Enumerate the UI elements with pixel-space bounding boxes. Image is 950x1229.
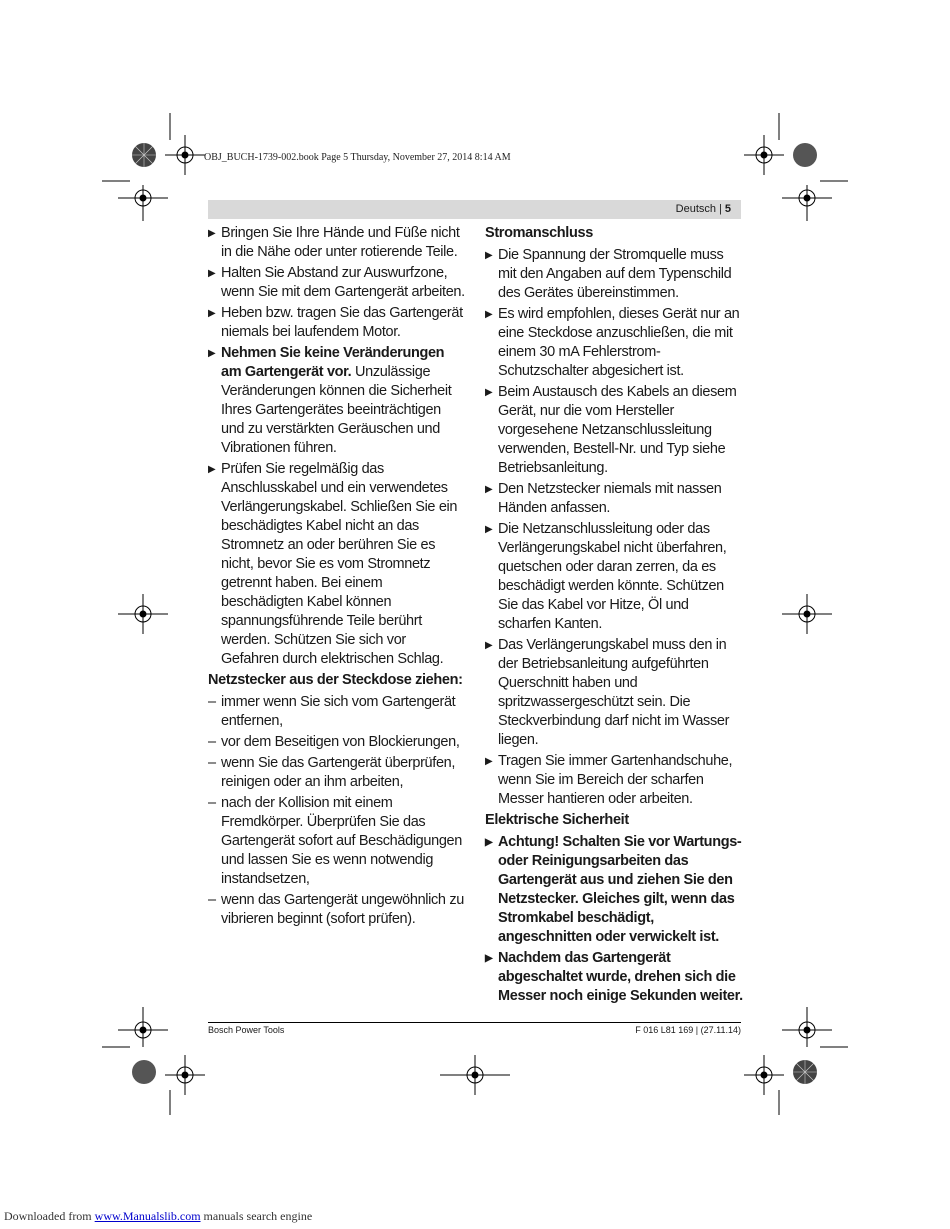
electrical-bullet-text: Nachdem das Gartengerät abgeschaltet wurde, drehen sich die Messer noch einige Sekunden weiter. bbox=[498, 950, 743, 1004]
download-suffix: manuals search engine bbox=[200, 1209, 313, 1223]
dash-marker: – bbox=[208, 795, 216, 811]
dash-marker: – bbox=[208, 755, 216, 771]
registration-dot-bottom-left bbox=[132, 1060, 156, 1084]
safety-bullet-cable-check bbox=[208, 460, 466, 669]
page-header-bar bbox=[208, 200, 741, 219]
dash-item-text: nach der Kollision mit einem Fremdkörper. Überprüfen Sie das Gartengerät sofort auf Beschädigungen und lassen Sie es wenn notwendig instandsetzen, bbox=[221, 795, 462, 887]
crosshair-mark-top-right bbox=[744, 135, 784, 175]
print-slug-line: OBJ_BUCH-1739-002.book Page 5 Thursday, November 27, 2014 8:14 AM bbox=[204, 152, 511, 163]
safety-bullet-text: Bringen Sie Ihre Hände und Füße nicht in die Nähe oder unter rotierende Teile. bbox=[221, 225, 460, 260]
dash-item-text: wenn Sie das Gartengerät überprüfen, reinigen oder an ihm arbeiten, bbox=[221, 755, 456, 790]
bullet-arrow-icon: ▶ bbox=[208, 348, 216, 359]
electrical-bullet-text: Achtung! Schalten Sie vor Wartungs- oder Reinigungsarbeiten das Gartengerät aus und ziehen Sie den Netzstecker. Gleiches gilt, wenn das Stromkabel beschädigt, angeschnitten oder verwickelt ist. bbox=[498, 834, 742, 945]
dash-item-text: vor dem Beseitigen von Blockierungen, bbox=[221, 734, 460, 750]
header-language: Deutsch bbox=[675, 203, 717, 215]
power-bullet bbox=[485, 752, 743, 809]
power-bullet-text: Die Spannung der Stromquelle muss mit den Angaben auf dem Typenschild des Gerätes übereinstimmen. bbox=[498, 247, 732, 301]
power-bullet-text: Die Netzanschlussleitung oder das Verlängerungskabel nicht überfahren, quetschen oder daran zerren, da es beschädigt werden könnte. Schützen Sie das Kabel vor Hitze, Öl und scharfen Kanten. bbox=[498, 521, 727, 632]
dash-item bbox=[208, 693, 466, 731]
power-bullet-text: Beim Austausch des Kabels an diesem Gerät, nur die vom Hersteller vorgesehene Netzanschlussleitung verwenden, Bestell-Nr. und Typ siehe Betriebsanleitung. bbox=[498, 384, 737, 476]
power-bullet-text: Das Verlängerungskabel muss den in der Betriebsanleitung aufgeführten Querschnitt haben und spritzwassergeschützt sein. Die Steckverbindung darf nicht im Wasser liegen. bbox=[498, 637, 730, 748]
safety-bullet-text: Unzulässige Veränderungen können die Sicherheit Ihres Gartengerätes beeinträchtigen und zu verstärkten Geräuschen und Vibrationen führen. bbox=[221, 364, 452, 456]
crosshair-mark-top-left bbox=[165, 135, 205, 175]
bullet-arrow-icon: ▶ bbox=[485, 387, 493, 398]
download-prefix: Downloaded from bbox=[4, 1209, 95, 1223]
safety-bullet bbox=[208, 304, 466, 342]
bullet-arrow-icon: ▶ bbox=[208, 228, 216, 239]
dash-item bbox=[208, 754, 466, 792]
crosshair-mark-upper-left bbox=[118, 185, 168, 221]
bullet-arrow-icon: ▶ bbox=[208, 464, 216, 475]
crosshair-mark-mid-left bbox=[118, 594, 168, 634]
power-bullet bbox=[485, 636, 743, 750]
download-notice bbox=[4, 1209, 312, 1224]
registration-dot-bottom-right bbox=[793, 1060, 817, 1084]
header-separator: | bbox=[719, 203, 722, 215]
power-bullet bbox=[485, 246, 743, 303]
dash-item-text: wenn das Gartengerät ungewöhnlich zu vibrieren beginnt (sofort prüfen). bbox=[221, 892, 464, 927]
electrical-bullet bbox=[485, 949, 743, 1006]
power-connection-heading: Stromanschluss bbox=[485, 225, 593, 241]
footer-brand: Bosch Power Tools bbox=[208, 1025, 285, 1035]
power-bullet bbox=[485, 305, 743, 381]
left-column bbox=[208, 224, 466, 931]
safety-bullet bbox=[208, 264, 466, 302]
unplug-heading: Netzstecker aus der Steckdose ziehen: bbox=[208, 672, 463, 688]
safety-bullet-modifications bbox=[208, 344, 466, 458]
electrical-bullet bbox=[485, 833, 743, 947]
dash-marker: – bbox=[208, 892, 216, 908]
bullet-arrow-icon: ▶ bbox=[485, 309, 493, 320]
safety-bullet bbox=[208, 224, 466, 262]
manualslib-link[interactable]: www.Manualslib.com bbox=[94, 1209, 201, 1223]
crosshair-mark-mid-right bbox=[782, 594, 832, 634]
dash-marker: – bbox=[208, 694, 216, 710]
dash-marker: – bbox=[208, 734, 216, 750]
page-header-text bbox=[676, 203, 731, 215]
safety-bullet-text: Heben bzw. tragen Sie das Gartengerät niemals bei laufendem Motor. bbox=[221, 305, 463, 340]
power-bullet-text: Tragen Sie immer Gartenhandschuhe, wenn Sie im Bereich der scharfen Messer hantieren oder arbeiten. bbox=[498, 753, 733, 807]
footer-rule bbox=[208, 1022, 741, 1023]
footer-doc-number: F 016 L81 169 | (27.11.14) bbox=[635, 1025, 741, 1035]
crosshair-mark-bottom-right bbox=[744, 1055, 784, 1095]
bullet-arrow-icon: ▶ bbox=[485, 837, 493, 848]
safety-bullet-text: Prüfen Sie regelmäßig das Anschlusskabel und ein verwendetes Verlängerungskabel. Schließen Sie ein beschädigtes Kabel nicht an das Stromnetz an oder berühren Sie es nicht, bevor Sie es vom Stromnetz getrennt haben. Bei einem beschädigten Kabel können spannungsführende Teile berührt werden. Schützen Sie sich vor Gefahren durch elektrischen Schlag. bbox=[221, 461, 458, 667]
bullet-arrow-icon: ▶ bbox=[208, 308, 216, 319]
electrical-safety-heading: Elektrische Sicherheit bbox=[485, 812, 629, 828]
bullet-arrow-icon: ▶ bbox=[485, 250, 493, 261]
crosshair-mark-bottom-center bbox=[440, 1055, 510, 1095]
header-page-number: 5 bbox=[724, 203, 731, 215]
dash-item bbox=[208, 794, 466, 889]
registration-dot-top-left bbox=[132, 143, 156, 167]
crosshair-mark-bottom-left bbox=[165, 1055, 205, 1095]
crosshair-mark-lower-left bbox=[118, 1007, 168, 1047]
power-bullet-text: Es wird empfohlen, dieses Gerät nur an eine Steckdose anzuschließen, die mit einem 30 mA Fehlerstrom-Schutzschalter abgesichert ist. bbox=[498, 306, 740, 379]
safety-bullet-bold-text: Nehmen Sie keine Veränderungen am Gartengerät vor. bbox=[221, 345, 445, 380]
bullet-arrow-icon: ▶ bbox=[485, 484, 493, 495]
bullet-arrow-icon: ▶ bbox=[485, 640, 493, 651]
safety-bullet-text: Halten Sie Abstand zur Auswurfzone, wenn Sie mit dem Gartengerät arbeiten. bbox=[221, 265, 465, 300]
registration-dot-top-right bbox=[793, 143, 817, 167]
bullet-arrow-icon: ▶ bbox=[485, 756, 493, 767]
bullet-arrow-icon: ▶ bbox=[485, 953, 493, 964]
crosshair-mark-lower-right bbox=[782, 1007, 832, 1047]
dash-item-text: immer wenn Sie sich vom Gartengerät entfernen, bbox=[221, 694, 456, 729]
right-column bbox=[485, 224, 743, 1008]
bullet-arrow-icon: ▶ bbox=[485, 524, 493, 535]
power-bullet-text: Den Netzstecker niemals mit nassen Händen anfassen. bbox=[498, 481, 722, 516]
bullet-arrow-icon: ▶ bbox=[208, 268, 216, 279]
power-bullet bbox=[485, 480, 743, 518]
power-bullet bbox=[485, 383, 743, 478]
power-bullet bbox=[485, 520, 743, 634]
dash-item bbox=[208, 891, 466, 929]
dash-item bbox=[208, 733, 466, 752]
crosshair-mark-upper-right bbox=[782, 185, 832, 221]
